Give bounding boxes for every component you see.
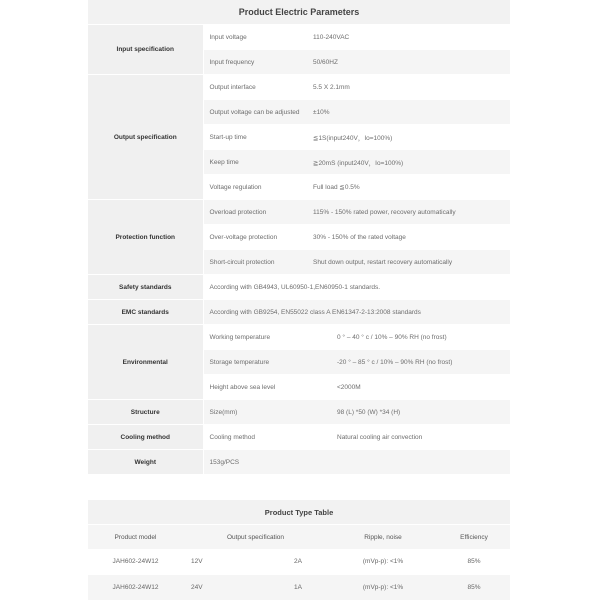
model-cell: JAH602-24W12 <box>88 575 183 601</box>
param-name: Input frequency <box>203 50 307 75</box>
param-name: Voltage regulation <box>203 175 307 200</box>
current-cell: 2A <box>268 549 328 575</box>
param-name: 153g/PCS <box>203 450 510 475</box>
column-header: Efficiency <box>438 525 510 550</box>
efficiency-cell: 85% <box>438 549 510 575</box>
param-value: 50/60HZ <box>307 50 510 75</box>
column-header: Output specification <box>183 525 328 550</box>
ripple-cell: (mVp-p): <1% <box>328 549 438 575</box>
category-label: Cooling method <box>88 425 203 450</box>
category-label: Environmental <box>88 325 203 400</box>
param-name: Output interface <box>203 75 307 100</box>
type-table-header <box>88 525 510 550</box>
param-value: <2000M <box>307 375 510 400</box>
param-value: 98 (L) *50 (W) *34 (H) <box>307 400 510 425</box>
param-row <box>88 75 510 100</box>
param-value: Full load ≦0.5% <box>307 175 510 200</box>
param-value: 30% - 150% of the rated voltage <box>307 225 510 250</box>
category-label: EMC standards <box>88 300 203 325</box>
param-value: 110-240VAC <box>307 25 510 50</box>
param-row <box>88 25 510 50</box>
parameters-title: Product Electric Parameters <box>88 0 510 25</box>
table-row <box>88 549 510 575</box>
param-row <box>88 425 510 450</box>
param-name: Output voltage can be adjusted <box>203 100 307 125</box>
param-row <box>88 400 510 425</box>
param-name: Working temperature <box>203 325 307 350</box>
category-label: Weight <box>88 450 203 475</box>
type-table-title: Product Type Table <box>88 500 510 525</box>
param-value: 5.5 X 2.1mm <box>307 75 510 100</box>
param-name: Storage temperature <box>203 350 307 375</box>
current-cell: 1A <box>268 575 328 601</box>
param-name: According with GB9254, EN55022 class A EN61347-2-13:2008 standards <box>203 300 510 325</box>
param-name: Short-circuit protection <box>203 250 307 275</box>
category-label: Output specification <box>88 75 203 200</box>
category-label: Structure <box>88 400 203 425</box>
param-name: Cooling method <box>203 425 307 450</box>
category-label: Safety standards <box>88 275 203 300</box>
param-name: Size(mm) <box>203 400 307 425</box>
param-value: -20 ° – 85 ° c / 10% – 90% RH (no frost) <box>307 350 510 375</box>
efficiency-cell: 85% <box>438 575 510 601</box>
ripple-cell: (mVp-p): <1% <box>328 575 438 601</box>
model-cell: JAH602-24W12 <box>88 549 183 575</box>
table-row <box>88 575 510 601</box>
param-name: Start-up time <box>203 125 307 150</box>
voltage-cell: 12V <box>183 549 268 575</box>
param-row <box>88 275 510 300</box>
param-value: 115% - 150% rated power, recovery automatically <box>307 200 510 225</box>
param-value: ≧20mS (input240V，Io=100%) <box>307 150 510 175</box>
column-header: Product model <box>88 525 183 550</box>
product-type-table <box>88 500 510 601</box>
param-row <box>88 450 510 475</box>
category-label: Protection function <box>88 200 203 275</box>
param-name: Overload protection <box>203 200 307 225</box>
param-name: According with GB4943, UL60950-1,EN60950-1 standards. <box>203 275 510 300</box>
electric-parameters-table <box>88 0 510 475</box>
param-row <box>88 300 510 325</box>
param-value: 0 ° – 40 ° c / 10% – 90% RH (no frost) <box>307 325 510 350</box>
param-value: Natural cooling air convection <box>307 425 510 450</box>
column-header: Ripple, noise <box>328 525 438 550</box>
voltage-cell: 24V <box>183 575 268 601</box>
param-value: Shut down output, restart recovery automatically <box>307 250 510 275</box>
param-name: Input voltage <box>203 25 307 50</box>
param-name: Keep time <box>203 150 307 175</box>
param-value: ±10% <box>307 100 510 125</box>
param-name: Over-voltage protection <box>203 225 307 250</box>
param-row <box>88 200 510 225</box>
param-name: Height above sea level <box>203 375 307 400</box>
param-row <box>88 325 510 350</box>
param-value: ≦1S(input240V，Io=100%) <box>307 125 510 150</box>
category-label: Input specification <box>88 25 203 75</box>
